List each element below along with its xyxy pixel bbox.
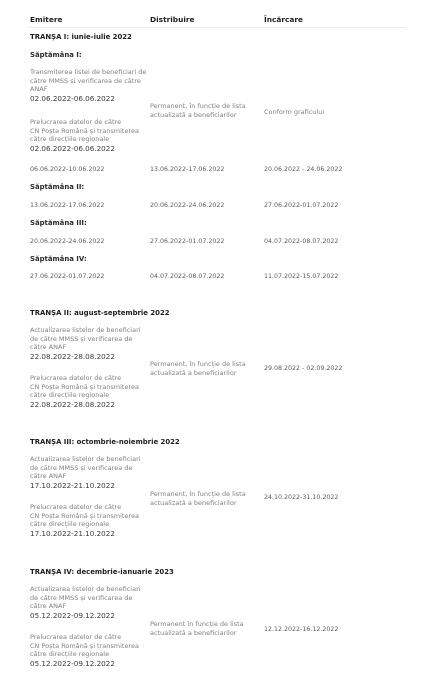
transa-3-distribuire	[150, 490, 246, 508]
emitere-line: de către MMSS și verificarea de	[30, 463, 133, 472]
distribuire-line: actualizată a beneficiarilor	[150, 368, 237, 377]
prelucrare-line: Prelucrarea datelor de către	[30, 503, 122, 511]
distribuire-line: actualizată a beneficiarilor	[150, 110, 237, 119]
transa-2-emitere-block	[30, 326, 148, 361]
transa-4-prelucrare-block	[30, 633, 148, 668]
emitere-line: Transmiterea listei de beneficiari de	[30, 68, 147, 76]
distribuire-line: actualizată a beneficiarilor	[150, 628, 237, 637]
emitere-line: de către MMSS și verificarea de	[30, 334, 133, 343]
emitere-line: Actualizarea listelor de beneficiari	[30, 585, 141, 593]
week-1-incarcare: 20.06.2022 - 24.06.2022	[264, 166, 343, 173]
week-3-incarcare: 04.07.2022-08.07.2022	[264, 238, 339, 245]
week-4-emitere: 27.06.2022-01.07.2022	[30, 273, 105, 280]
transa-1-distribuire	[150, 102, 246, 120]
week-3-emitere: 20.06.2022-24.06.2022	[30, 238, 105, 245]
transa-4-title: TRANȘA IV: decembrie-ianuarie 2023	[30, 568, 174, 576]
week-1-emitere: 06.06.2022-10.06.2022	[30, 166, 105, 173]
header-incarcare: Încărcare	[264, 15, 304, 24]
week-3-distribuire: 27.06.2022-01.07.2022	[150, 238, 225, 245]
emitere-line: ANAF	[30, 85, 48, 94]
prelucrare-line: Prelucrarea datelor de către	[30, 633, 122, 641]
emitere-date: 17.10.2022-21.10.2022	[30, 480, 115, 490]
transa-1-week-4: Săptămâna IV:	[30, 255, 87, 263]
week-1-distribuire: 13.06.2022-17.06.2022	[150, 166, 225, 173]
emitere-line: Actualizarea listelor de beneficiari	[30, 455, 141, 463]
emitere-date: 02.06.2022-06.06.2022	[30, 93, 115, 103]
transa-3-emitere-block	[30, 455, 148, 490]
prelucrare-line: Prelucrarea datelor de către	[30, 374, 122, 382]
emitere-line: către ANAF	[30, 602, 67, 611]
distribuire-line: Permanent în funcție de lista	[150, 620, 244, 628]
emitere-date: 22.08.2022-28.08.2022	[30, 351, 115, 361]
emitere-line: către MMSS și verificarea de către	[30, 76, 141, 85]
transa-3-title: TRANȘA III: octombrie-noiembrie 2022	[30, 438, 180, 446]
prelucrare-line: către direcțiile regionale	[30, 650, 110, 659]
transa-4-emitere-block	[30, 585, 148, 620]
transa-1-week-2: Săptămâna II:	[30, 183, 85, 191]
week-4-incarcare: 11.07.2022-15.07.2022	[264, 273, 339, 280]
transa-2-distribuire	[150, 360, 246, 378]
header-emitere: Emitere	[30, 15, 63, 24]
transa-3-prelucrare-block	[30, 503, 148, 538]
prelucrare-line: către direcțiile regionale	[30, 135, 110, 144]
prelucrare-line: CN Poșta Română și transmiterea	[30, 382, 139, 391]
transa-2-prelucrare-block	[30, 374, 148, 409]
header-divider	[28, 27, 406, 28]
week-2-distribuire: 20.06.2022-24.06.2022	[150, 202, 225, 209]
distribuire-line: Permanent, în funcție de lista	[150, 102, 246, 110]
prelucrare-line: Prelucrarea datelor de către	[30, 118, 122, 126]
transa-1-title: TRANȘA I: iunie-iulie 2022	[30, 33, 132, 41]
week-2-emitere: 13.06.2022-17.06.2022	[30, 202, 105, 209]
transa-1-incarcare: Conform graficului	[264, 108, 325, 116]
header-distribuire: Distribuire	[150, 15, 195, 24]
transa-1-emitere-block	[30, 68, 148, 103]
distribuire-line: Permanent, în funcție de lista	[150, 360, 246, 368]
emitere-date: 05.12.2022-09.12.2022	[30, 610, 115, 620]
prelucrare-date: 22.08.2022-28.08.2022	[30, 399, 115, 409]
prelucrare-line: CN Poșta Română și transmiterea	[30, 126, 139, 135]
transa-4-incarcare: 12.12.2022-16.12.2022	[264, 626, 339, 633]
transa-1-week-1: Săptămâna I:	[30, 51, 82, 59]
transa-2-incarcare: 29.08.2022 - 02.09.2022	[264, 365, 343, 372]
transa-1-week-3: Săptămâna III:	[30, 219, 87, 227]
emitere-line: către ANAF	[30, 343, 67, 352]
prelucrare-line: către direcțiile regionale	[30, 391, 110, 400]
week-2-incarcare: 27.06.2022-01.07.2022	[264, 202, 339, 209]
prelucrare-line: către direcțiile regionale	[30, 520, 110, 529]
distribuire-line: actualizată a beneficiarilor	[150, 498, 237, 507]
transa-4-distribuire	[150, 620, 244, 638]
prelucrare-date: 05.12.2022-09.12.2022	[30, 658, 115, 668]
distribuire-line: Permanent, în funcție de lista	[150, 490, 246, 498]
prelucrare-line: CN Poșta Română și transmiterea	[30, 641, 139, 650]
emitere-line: de către MMSS și verificarea de	[30, 593, 133, 602]
emitere-line: Actualizarea listelor de beneficiari	[30, 326, 141, 334]
prelucrare-date: 02.06.2022-06.06.2022	[30, 143, 115, 153]
transa-1-prelucrare-block	[30, 118, 148, 153]
emitere-line: către ANAF	[30, 472, 67, 481]
week-4-distribuire: 04.07.2022-08.07.2022	[150, 273, 225, 280]
prelucrare-line: CN Poșta Română și transmiterea	[30, 511, 139, 520]
transa-2-title: TRANȘA II: august-septembrie 2022	[30, 309, 170, 317]
prelucrare-date: 17.10.2022-21.10.2022	[30, 528, 115, 538]
transa-3-incarcare: 24.10.2022-31.10.2022	[264, 494, 339, 501]
